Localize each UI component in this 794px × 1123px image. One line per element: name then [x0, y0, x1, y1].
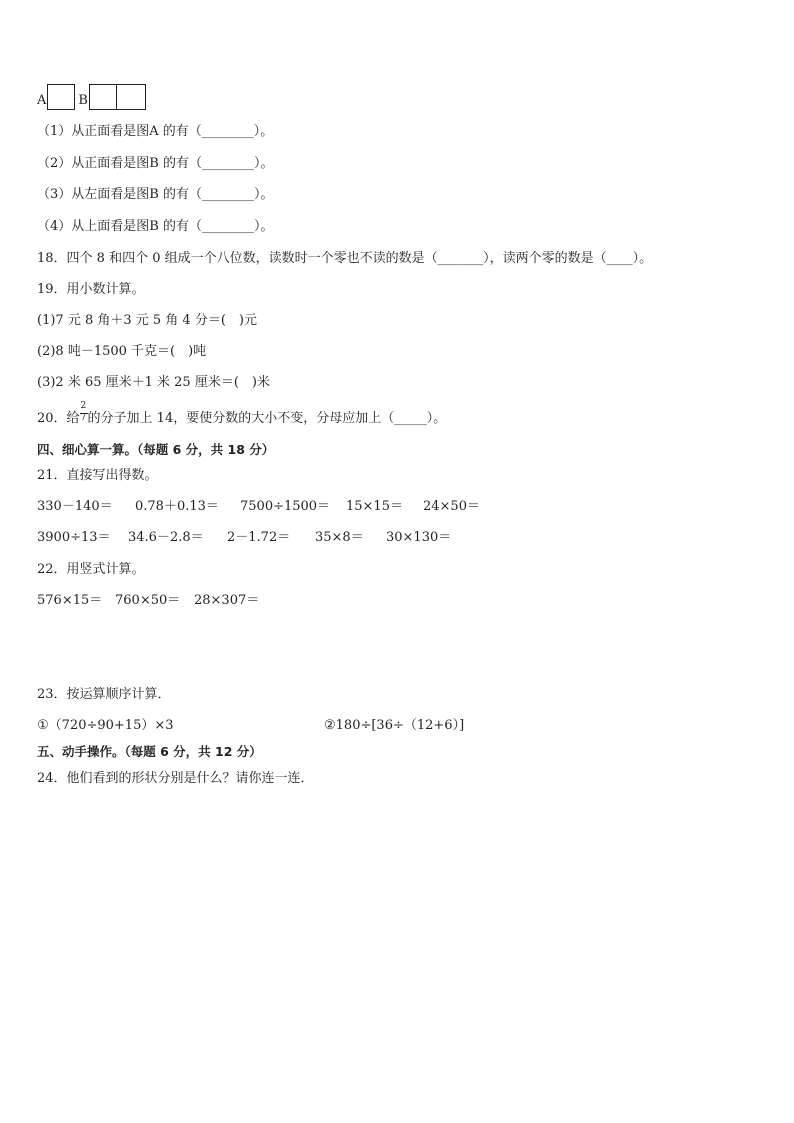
q22-title: 22．用竖式计算。 — [37, 562, 145, 577]
q21-r1-2: 0.78＋0.13＝ — [135, 499, 219, 514]
figure-b-square-right — [117, 84, 146, 110]
q21-r1-1: 330－140＝ — [37, 499, 113, 514]
section-5-title: 五、动手操作。（每题 6 分，共 12 分） — [37, 744, 262, 759]
q20-fraction-numerator: 2 — [80, 401, 87, 411]
q21-r2-5: 30×130＝ — [386, 530, 452, 545]
q23-title: 23．按运算顺序计算． — [37, 687, 171, 702]
q17-item-4: （4）从上面看是图B 的有（________）。 — [37, 219, 274, 234]
q20-fraction-denominator: 7 — [80, 413, 87, 423]
figure-a-square — [47, 84, 75, 110]
q19-title: 19．用小数计算。 — [37, 282, 145, 297]
q20-suffix: 的分子加上 14，要使分数的大小不变，分母应加上（_____）。 — [87, 411, 447, 426]
figure-b-label: B — [78, 93, 88, 108]
q18-text: 18．四个 8 和四个 0 组成一个八位数，读数时一个零也不读的数是（_______），读两个零的数是（____）。 — [37, 251, 653, 266]
q22-item-1: 576×15＝ — [37, 593, 103, 608]
q17-item-3: （3）从左面看是图B 的有（________）。 — [37, 187, 274, 202]
q21-r1-4: 15×15＝ — [346, 499, 403, 514]
q21-r2-4: 35×8＝ — [315, 530, 364, 545]
q21-r2-1: 3900÷13＝ — [37, 530, 111, 545]
figure-b-square-left — [89, 84, 117, 110]
q21-r2-2: 34.6－2.8＝ — [128, 530, 204, 545]
q23-item-2: ②180÷[36÷（12+6）] — [324, 718, 465, 733]
q21-r2-3: 2－1.72＝ — [227, 530, 291, 545]
q21-title: 21．直接写出得数。 — [37, 468, 158, 483]
q19-item-3: (3)2 米 65 厘米＋1 米 25 厘米＝( )米 — [37, 375, 270, 390]
q19-item-1: (1)7 元 8 角＋3 元 5 角 4 分＝( )元 — [37, 313, 257, 328]
section-4-title: 四、细心算一算。（每题 6 分，共 18 分） — [37, 442, 275, 457]
q23-item-1: ①（720÷90+15）×3 — [37, 718, 174, 733]
q22-item-2: 760×50＝ — [115, 593, 181, 608]
q21-r1-5: 24×50＝ — [423, 499, 480, 514]
q20-prefix: 20．给 — [37, 411, 80, 426]
view-figures — [37, 82, 146, 110]
q20-text — [37, 401, 447, 428]
q17-item-2: （2）从正面看是图B 的有（________）。 — [37, 156, 274, 171]
q20-fraction — [80, 401, 88, 428]
q17-item-1: （1）从正面看是图A 的有（________）。 — [37, 124, 274, 139]
figure-a-label: A — [37, 93, 47, 108]
q24-text: 24．他们看到的形状分别是什么？请你连一连． — [37, 771, 314, 786]
q22-item-3: 28×307＝ — [194, 593, 260, 608]
q21-r1-3: 7500÷1500＝ — [240, 499, 331, 514]
q19-item-2: (2)8 吨－1500 千克＝( )吨 — [37, 344, 207, 359]
